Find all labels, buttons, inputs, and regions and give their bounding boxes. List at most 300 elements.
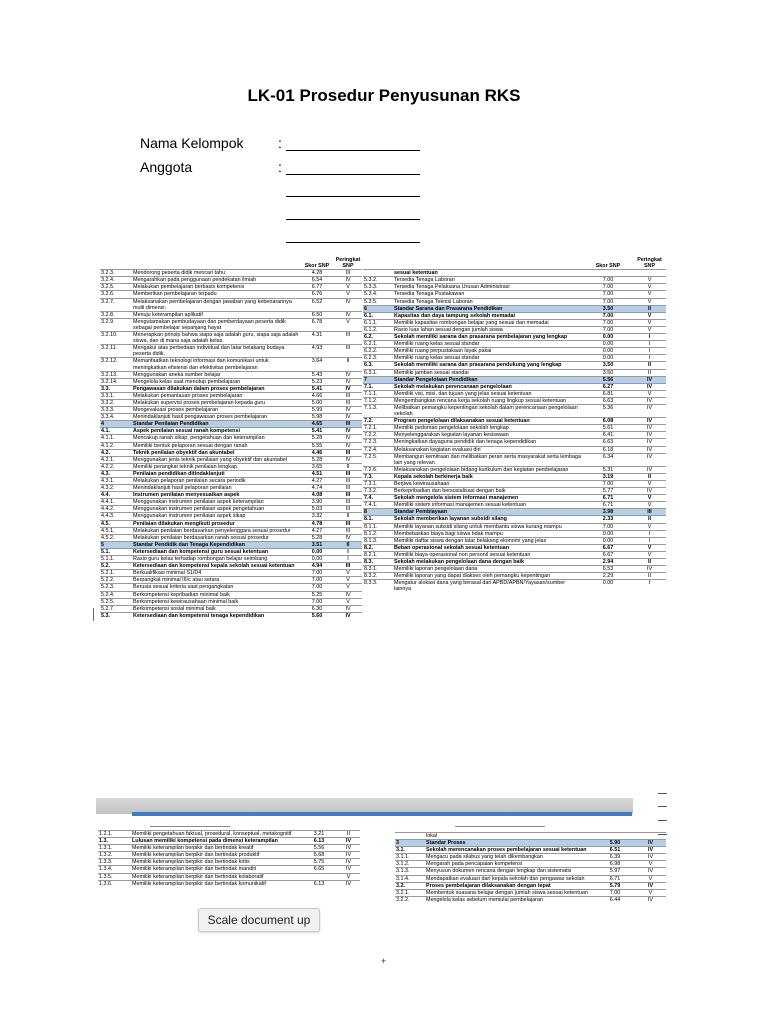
row-score: 7.00 [583,326,633,333]
table-row [363,348,666,355]
row-score: 6.76 [300,291,334,298]
row-number: 7.3.2. [363,488,393,495]
row-rank: IV [334,378,362,385]
row-rank: III [334,399,362,406]
row-rank: III [334,449,362,456]
row-rank: V [633,326,666,333]
page-break-accent [132,812,632,816]
row-score: 7.00 [583,284,633,291]
row-number: 6.2. [363,334,393,341]
row-description: Memanfaatkan teknologi informasi dan komunikasi untuk meningkatkan efisiensi dan efektivitas pembelajaran [132,358,300,371]
row-rank: IV [633,376,666,383]
row-score: 4.51 [300,470,334,477]
row-score: 6.27 [583,383,633,390]
row-description: Memiliki kapasitas rombongan belajar yang sesuai dan memadai [393,319,583,326]
row-score: 4.74 [300,485,334,492]
row-description: Berkompetensi kepribadian minimal baik [132,591,300,598]
header-spacer [393,257,583,270]
row-description: Menggunakan jenis teknik penilaian yang obyektif dan akuntabel [132,456,300,463]
row-rank: IV [334,298,362,311]
row-description: Memiliki daftar siswa dengan latar belakang ekonomi yang jelas [393,537,583,544]
member-line-1 [286,174,420,175]
edge-dash-mark [658,834,667,835]
table-row [363,376,666,383]
row-description: Menindaklanjuti hasil pengawasan proses pembelajaran [132,414,300,421]
row-rank: V [633,523,666,530]
row-number: 4.3.2. [100,485,132,492]
row-rank: IV [633,453,666,466]
row-number: 1.2.1. [98,831,131,838]
row-number: 8.3.2. [363,573,393,580]
row-score: 2.94 [583,559,633,566]
row-description: Menggunakan instrumen penilaian aspek sikap [132,513,300,520]
row-rank: V [633,551,666,558]
row-description: Memiliki keterampilan berpikir dan bertindak kritis [131,859,301,866]
row-rank: V [633,544,666,551]
row-rank: II [633,305,666,312]
row-rank: IV [633,439,666,446]
row-score: 0.00 [583,341,633,348]
row-score: 6.67 [583,551,633,558]
row-description: Tersedia Tenaga Pustakawan [393,291,583,298]
row-number: 7 [363,376,393,383]
row-score: 7.00 [595,889,635,896]
table-row [100,485,362,492]
row-rank: V [334,318,362,331]
row-description: Melaksanakan kegiatan evaluasi diri [393,446,583,453]
clipped-text-fragment [150,826,230,827]
row-rank: IV [337,866,360,873]
row-number: 4.4.1. [100,499,132,506]
table-row [100,284,362,291]
row-rank: IV [337,838,360,845]
member-line-3 [286,219,420,220]
row-rank: I [334,548,362,555]
row-description: Standar Sarana dan Prasarana Pendidikan [393,305,583,312]
row-rank: II [334,513,362,520]
row-description: Tersedia Tenaga Pelaksana Urusan Administrasi [393,284,583,291]
row-rank: V [334,570,362,577]
row-rank: II [334,358,362,371]
table-row [363,404,666,417]
row-number: 7.2.4. [363,446,393,453]
table-row [100,563,362,570]
row-score: 5.99 [300,407,334,414]
row-description: Mengacu pada silabus yang telah dikembangkan [425,854,595,861]
table-row [100,499,362,506]
row-score: 5.43 [300,371,334,378]
row-rank: I [633,580,666,593]
row-rank: I [633,341,666,348]
row-number: 6.2.1. [363,341,393,348]
row-description: Memiliki laporan pengelolaan dana [393,566,583,573]
row-score: 7.00 [583,298,633,305]
row-score: 3.50 [583,305,633,312]
row-rank: III [334,520,362,527]
row-number: 5.2.7. [100,605,132,612]
row-number: 3.2.13. [100,371,132,378]
table-row [100,345,362,358]
row-number: 1.3. [98,838,131,845]
row-description: Teknik penilaian obyektif dan akuntabel [132,449,300,456]
row-description: Mencakup ranah sikap, pengetahuan dan keterampilan [132,435,300,442]
table-row [363,277,666,284]
table-row [363,298,666,305]
row-description: Menggunakan instrumen penilaian aspek pengetahuan [132,506,300,513]
row-number: 7.3.1. [363,481,393,488]
row-number: 8.2.1. [363,551,393,558]
row-number: 4.2.2. [100,463,132,470]
row-score: 5.60 [300,612,334,619]
row-rank: IV [334,442,362,449]
table-row [100,399,362,406]
row-score: 6.77 [300,284,334,291]
row-number: 5.1. [100,548,132,555]
row-rank: IV [334,605,362,612]
row-number: 4.1.1. [100,435,132,442]
bottom-right-score-table [395,832,666,903]
row-score: 4.94 [300,563,334,570]
row-score: 6.54 [300,277,334,284]
row-description: Berusia sesuai kriteria saat pengangkatan [132,584,300,591]
row-number: 7.3. [363,473,393,480]
row-score: 4.31 [300,332,334,345]
row-description: Memiliki ruang perpustakaan layak pakai [393,348,583,355]
table-row [98,831,360,838]
row-rank: IV [334,612,362,619]
row-rank: IV [633,404,666,417]
member-line-4 [286,242,420,243]
row-score: 6.51 [595,847,635,854]
table-row [100,534,362,541]
row-rank: I [334,556,362,563]
table-row [98,866,360,873]
table-row [395,854,666,861]
row-description: Mengevaluasi proses pembelajaran [132,407,300,414]
row-description: Sekolah melakukan pengelolaan dana dengan baik [393,559,583,566]
document-title: LK-01 Prosedur Penyusunan RKS [247,86,521,105]
row-number: 4.5.1. [100,527,132,534]
row-rank: IV [635,868,666,875]
row-rank: IV [635,882,666,889]
row-score: 3.19 [583,473,633,480]
row-rank: IV [337,859,360,866]
row-score: 0.00 [300,548,334,555]
row-rank: II [633,362,666,369]
row-rank: I [633,355,666,362]
table-row [363,495,666,502]
row-number: 6.1. [363,312,393,319]
row-description: Berpangkat minimal III/c atau setara [132,577,300,584]
row-score: 5.41 [300,385,334,392]
table-row [363,326,666,333]
row-rank: V [334,291,362,298]
row-number: 3.1.3. [395,868,425,875]
row-rank: II [633,559,666,566]
row-description: Mengarahkan pada penggunaan pendekatan ilmiah [132,277,300,284]
row-description: Memiliki sistem informasi manajemen sesuai ketentuan [393,502,583,509]
row-number: 1.3.3. [98,859,131,866]
row-score: 5.28 [300,456,334,463]
row-description: Melibatkan pemangku kepentingan sekolah dalam perencanaan pengelolaan sekolah [393,404,583,417]
row-description: Menggunakan instrumen penilaian aspek keterampilan [132,499,300,506]
row-number: 3.3.1. [100,392,132,399]
row-number: 6.3. [363,362,393,369]
row-number: 3.1.4. [395,875,425,882]
row-score: 3.21 [301,831,337,838]
table-row [98,859,360,866]
row-description: Mengembangkan rencana kerja sekolah ruang lingkup sesuai ketentuan [393,397,583,404]
row-rank: V [633,312,666,319]
row-rank: V [635,861,666,868]
table-row [395,889,666,896]
table-row [100,478,362,485]
clipped-text-fragment [455,826,545,827]
row-rank: I [633,537,666,544]
table-row [363,544,666,551]
row-number: 4.4. [100,492,132,499]
table-row [100,598,362,605]
row-score: 7.00 [583,291,633,298]
row-score: 6.81 [583,390,633,397]
row-rank [633,270,666,277]
row-score: 3.65 [300,463,334,470]
row-score: 0.00 [583,530,633,537]
row-description: Melakukan pelaporan penilaian secara periodik [132,478,300,485]
row-description: Mendorong peserta didik mencari tahu [132,270,300,277]
row-rank: IV [337,845,360,852]
row-number: 6.3.1. [363,369,393,376]
row-description: Standar Pembiayaan [393,509,583,516]
row-rank: III [334,478,362,485]
table-row [100,332,362,345]
row-score: 5.61 [583,425,633,432]
table-row [363,566,666,573]
row-number: 7.1.1. [363,390,393,397]
row-rank: V [334,598,362,605]
row-rank: V [633,481,666,488]
row-number: 7.2.2. [363,432,393,439]
row-rank: IV [635,847,666,854]
right-score-table [363,257,666,593]
row-description: Memiliki visi, misi, dan tujuan yang jelas sesuai ketentuan [393,390,583,397]
row-number: 5.3.3. [363,284,393,291]
table-row [100,520,362,527]
row-description: Standar Penilaian Pendidikan [132,421,300,428]
table-row [100,541,362,548]
row-rank: V [334,584,362,591]
row-number: 1.3.5. [98,873,131,880]
row-description: Memiliki ruang kelas sesuai standar [393,355,583,362]
row-number: 3.2.14. [100,378,132,385]
table-row [363,516,666,523]
row-rank: V [633,495,666,502]
row-rank: III [334,492,362,499]
row-score: 4.28 [300,270,334,277]
table-row [363,488,666,495]
scale-document-up-button[interactable]: Scale document up [198,908,320,932]
row-number: 3.2.9. [100,318,132,331]
row-description: Sekolah merencanakan proses pembelajaran sesuai ketentuan [425,847,595,854]
row-description: Sekolah melakukan perencanaan pengelolaan [393,383,583,390]
row-score: 6.34 [583,453,633,466]
row-description: Memiliki biaya operasional non personil sesuai ketentuan [393,551,583,558]
row-description: Melakukan penilaian berdasarkan penyelenggara sesuai prosedur [132,527,300,534]
row-number: 7.4.1. [363,502,393,509]
row-number: 3.2.5. [100,284,132,291]
row-number: 1.3.1. [98,845,131,852]
row-score: 5.56 [301,845,337,852]
row-description: Meningkatkan dayaguna pendidik dan tenaga kependidikan [393,439,583,446]
row-score: 5.77 [583,488,633,495]
row-description: Sekolah memiliki sarana dan prasarana pembelajaran yang lengkap [393,334,583,341]
row-description: Standar Pendidik dan Tenaga Kependidikan [132,541,300,548]
row-rank: IV [334,371,362,378]
row-description: Memiliki layanan subsidi silang untuk membantu siswa kurang mampu [393,523,583,530]
row-rank: IV [635,896,666,903]
row-description: Berkepribadian dan bersosialisasi dengan baik [393,488,583,495]
table-row [363,509,666,516]
row-score: 5.23 [300,378,334,385]
row-rank: II [633,369,666,376]
row-number: 7.1.3. [363,404,393,417]
row-score: 7.00 [583,523,633,530]
header-rank: Peringkat SNP [335,257,361,270]
row-rank: IV [334,277,362,284]
row-score: 3.98 [583,509,633,516]
row-score: 6.78 [300,318,334,331]
row-description: Lulusan memiliki kompetensi pada dimensi keterampilan [131,838,301,845]
row-score: 7.00 [583,481,633,488]
row-score: 4.08 [300,492,334,499]
row-description: Mengakui atas perbedaan individual dan latar belakang budaya peserta didik. [132,345,300,358]
row-number: 3.2.11. [100,345,132,358]
row-rank: IV [334,385,362,392]
row-description: Tersedia Tenaga Laboran [393,277,583,284]
row-description: Aspek penilaian sesuai ranah kompetensi [132,428,300,435]
row-number: 4.4.2. [100,506,132,513]
row-number: 4.5.2. [100,534,132,541]
table-row [100,291,362,298]
row-score: 5.75 [301,859,337,866]
row-score: 6.63 [583,439,633,446]
row-score: 0.00 [583,580,633,593]
row-description: Menyusun dokumen rencana dengan lengkap dan sistematis [425,868,595,875]
row-score: 6.71 [583,495,633,502]
row-description: Program pengelolaan dilaksanakan sesuai ketentuan [393,418,583,425]
row-number: 3.3.4. [100,414,132,421]
row-number: 4.2.1. [100,456,132,463]
row-description: Memiliki keterampilan berpikir dan bertindak produktif [131,852,301,859]
row-rank: III [334,421,362,428]
row-number: 7.2.3. [363,439,393,446]
row-rank: IV [334,414,362,421]
row-rank: V [334,284,362,291]
row-number: 6.1.1. [363,319,393,326]
row-number: 8.1.1. [363,523,393,530]
row-rank: IV [334,407,362,414]
table-row [363,439,666,446]
row-rank: I [633,334,666,341]
row-number: 8 [363,509,393,516]
row-score: 6.67 [583,544,633,551]
table-row [363,355,666,362]
row-score: 7.00 [583,312,633,319]
row-score: 5.28 [300,435,334,442]
table-row [363,362,666,369]
table-row [363,502,666,509]
row-description: Memiliki jamban sesuai standar [393,369,583,376]
row-description: Pengawasan dilakukan dalam proses pembelajaran [132,385,300,392]
table-row [100,277,362,284]
table-row [363,341,666,348]
row-description: Memiliki keterampilan berpikir dan bertindak kreatif [131,845,301,852]
table-row [100,358,362,371]
row-number: 6.1.2. [363,326,393,333]
table-row [100,492,362,499]
row-number: 3.2.2. [395,896,425,903]
table-row [100,442,362,449]
table-row [100,318,362,331]
row-rank: IV [334,428,362,435]
table-row [100,298,362,311]
row-score: 5.00 [300,399,334,406]
bottom-left-score-table [98,830,360,887]
table-row [100,371,362,378]
row-score: 4.46 [300,449,334,456]
row-score: 7.00 [300,577,334,584]
row-score: 6.53 [583,566,633,573]
row-description: Berkualifikasi minimal S1/D4 [132,570,300,577]
row-description: Sekolah mengelola sistem informasi manajemen [393,495,583,502]
table-row [363,580,666,593]
row-number: 7.2. [363,418,393,425]
table-row [100,435,362,442]
row-number: 7.4. [363,495,393,502]
row-number: 8.1. [363,516,393,523]
row-number: 8.1.2. [363,530,393,537]
row-score: 4.78 [300,520,334,527]
row-score: 3.51 [300,541,334,548]
row-description: Menuju keterampilan aplikatif [132,311,300,318]
table-row [363,551,666,558]
table-row [363,473,666,480]
row-score: 5.56 [583,376,633,383]
table-row [100,577,362,584]
row-score: 2.33 [583,516,633,523]
table-row [100,378,362,385]
row-score: 6.39 [595,854,635,861]
table-row [395,868,666,875]
table-row [363,453,666,466]
row-number: 3.1. [395,847,425,854]
row-number: 7.1.2. [363,397,393,404]
row-description: Standar Proses [425,840,595,847]
row-description: Melaksanakan pembelajaran dengan jawaban yang kebenarannya multi dimensi; [132,298,300,311]
row-number: 8.3. [363,559,393,566]
row-rank: III [334,270,362,277]
row-number: 5.3.5. [363,298,393,305]
row-number: 7.2.6. [363,466,393,473]
row-rank: IV [334,534,362,541]
row-rank: IV [633,383,666,390]
row-rank: I [633,348,666,355]
table-row [100,311,362,318]
row-rank: IV [633,446,666,453]
row-score [301,873,337,880]
row-rank: IV [337,880,360,887]
row-score: 5.36 [583,404,633,417]
